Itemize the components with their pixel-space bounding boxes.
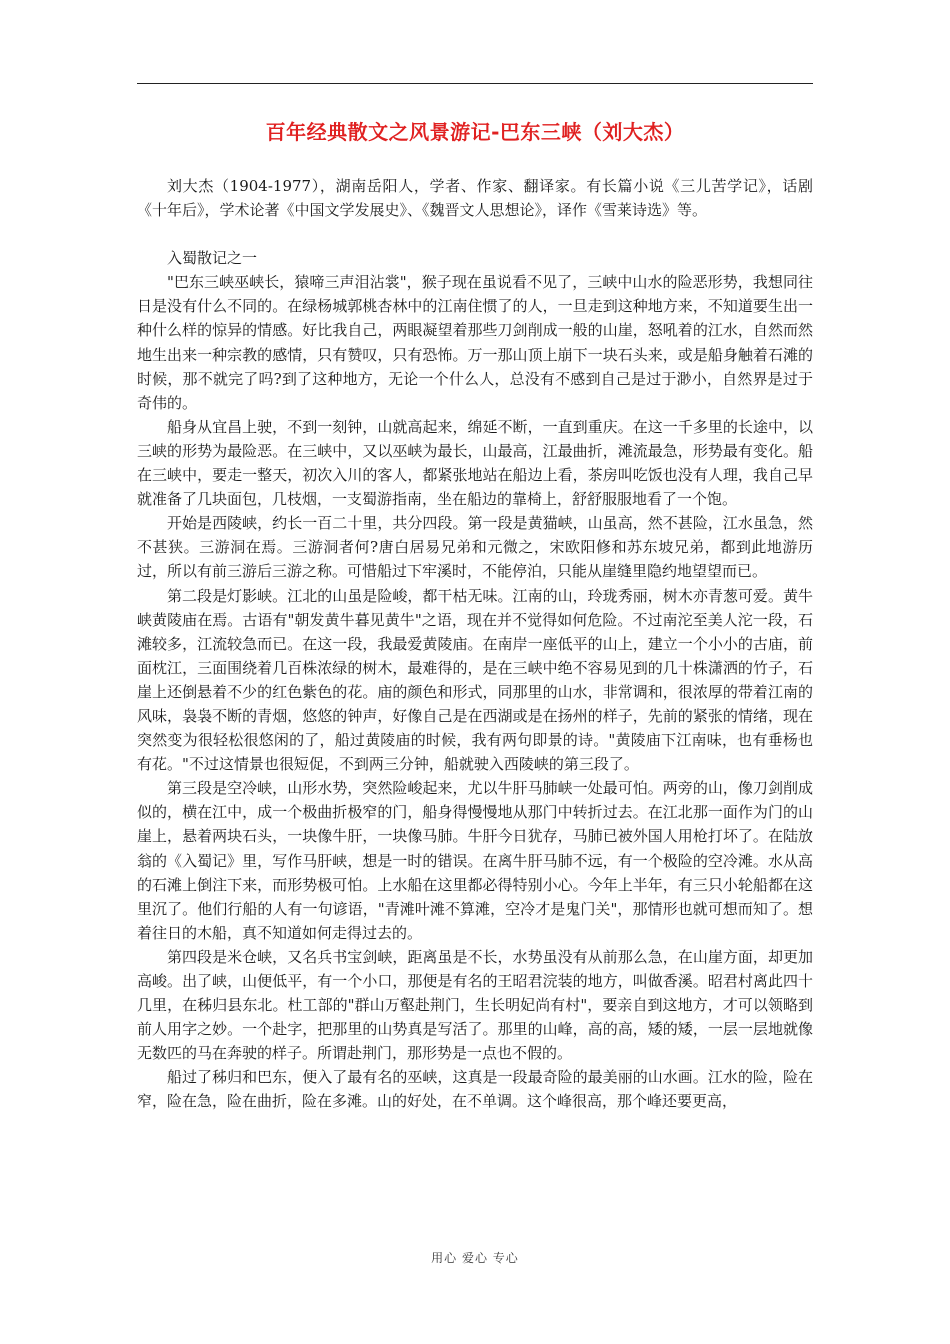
author-intro: 刘大杰（1904-1977），湖南岳阳人，学者、作家、翻译家。有长篇小说《三儿苦学记》，话剧《十年后》，学术论著《中国文学发展史》、《魏晋文人思想论》，译作《雪莱诗选》等。: [137, 177, 813, 220]
paragraph: 船身从宜昌上驶，不到一刻钟，山就高起来，绵延不断，一直到重庆。在这一千多里的长途中，以三峡的形势为最险恶。在三峡中，又以巫峡为最长，山最高，江最曲折，滩流最急，形势最有变化。船在三峡中，要走一整天，初次入川的客人，都紧张地站在船边上看，茶房叫吃饭也没有人理，我自己早就准备了几块面包，几枝烟，一支蜀游指南，坐在船边的靠椅上，舒舒服服地看了一个饱。: [137, 417, 813, 509]
paragraph: 第三段是空冷峡，山形水势，突然险峻起来，尤以牛肝马肺峡一处最可怕。两旁的山，像刀剑削成似的，横在江中，成一个极曲折极窄的门，船身得慢慢地从那门中转折过去。在江北那一面作为门的山崖上，悬着两块石头，一块像牛肝，一块像马肺。牛肝今日犹存，马肺已被外国人用枪打坏了。在陆放翁的《入蜀记》里，写作马肝峡，想是一时的错误。在离牛肝马肺不远，有一个极险的空冷滩。水从高的石滩上倒注下来，而形势极可怕。上水船在这里都必得特别小心。今年上半年，有三只小轮船都在这里沉了。他们行船的人有一句谚语，"青滩叶滩不算滩，空冷才是鬼门关"，那情形也就可想而知了。想着往日的木船，真不知道如何走得过去的。: [137, 779, 813, 942]
paragraph: "巴东三峡巫峡长，猿啼三声泪沾裳"，猴子现在虽说看不见了，三峡中山水的险恶形势，我想同往日是没有什么不同的。在绿杨城郭桃杏林中的江南住惯了的人，一旦走到这种地方来，不知道要生出一种什么样的惊异的情感。好比我自己，两眼凝望着那些刀剑削成一般的山崖，怒吼着的江水，自然而然地生出来一种宗教的感情，只有赞叹，只有恐怖。万一那山顶上崩下一块石头来，或是船身触着石滩的时候，那不就完了吗?到了这种地方，无论一个什么人，总没有不感到自己是过于渺小，自然界是过于奇伟的。: [137, 273, 813, 412]
page-footer: 用心 爱心 专心: [431, 1251, 519, 1265]
paragraph: 开始是西陵峡，约长一百二十里，共分四段。第一段是黄猫峡，山虽高，然不甚险，江水虽急，然不甚狭。三游洞在焉。三游洞者何?唐白居易兄弟和元微之，宋欧阳修和苏东坡兄弟，都到此地游历过，所以有前三游后三游之称。可惜船过下牢溪时，不能停泊，只能从崖缝里隐约地望望而已。: [137, 514, 813, 581]
section-subtitle: 入蜀散记之一: [167, 249, 258, 268]
header-rule: [137, 83, 813, 84]
document-body: [137, 174, 813, 1114]
paragraph: 第二段是灯影峡。江北的山虽是险峻，都干枯无味。江南的山，玲珑秀丽，树木亦青葱可爱。黄牛峡黄陵庙在焉。古语有"朝发黄牛暮见黄牛"之语，现在并不觉得如何危险。不过南沱至美人沱一段，石滩较多，江流较急而已。在这一段，我最爱黄陵庙。在南岸一座低平的山上，建立一个小小的古庙，前面枕江，三面围绕着几百株浓绿的树木，最难得的，是在三峡中绝不容易见到的几十株潇洒的竹子，石崖上还倒悬着不少的红色紫色的花。庙的颜色和形式，同那里的山水，非常调和，很浓厚的带着江南的风味，袅袅不断的青烟，悠悠的钟声，好像自己是在西湖或是在扬州的样子，先前的紧张的情绪，现在突然变为很轻松很悠闲的了，船过黄陵庙的时候，我有两句即景的诗。"黄陵庙下江南味，也有垂杨也有花。"不过这情景也很短促，不到两三分钟，船就驶入西陵峡的第三段了。: [137, 586, 813, 774]
paragraph: 船过了秭归和巴东，便入了最有名的巫峡，这真是一段最奇险的最美丽的山水画。江水的险，险在窄，险在急，险在曲折，险在多滩。山的好处，在不单调。这个峰很高，那个峰还要更高，: [137, 1068, 813, 1111]
paragraph: 第四段是米仓峡，又名兵书宝剑峡，距离虽是不长，水势虽没有从前那么急，在山崖方面，却更加高峻。出了峡，山便低平，有一个小口，那便是有名的王昭君浣装的地方，叫做香溪。昭君村离此四十几里，在秭归县东北。杜工部的"群山万壑赴荆门，生长明妃尚有村"，要亲自到这地方，才可以领略到前人用字之妙。一个赴字，把那里的山势真是写活了。那里的山峰，高的高，矮的矮，一层一层地就像无数匹的马在奔驶的样子。所谓赴荆门，那形势是一点也不假的。: [137, 947, 813, 1063]
document-title: 百年经典散文之风景游记-巴东三峡（刘大杰）: [265, 120, 685, 144]
